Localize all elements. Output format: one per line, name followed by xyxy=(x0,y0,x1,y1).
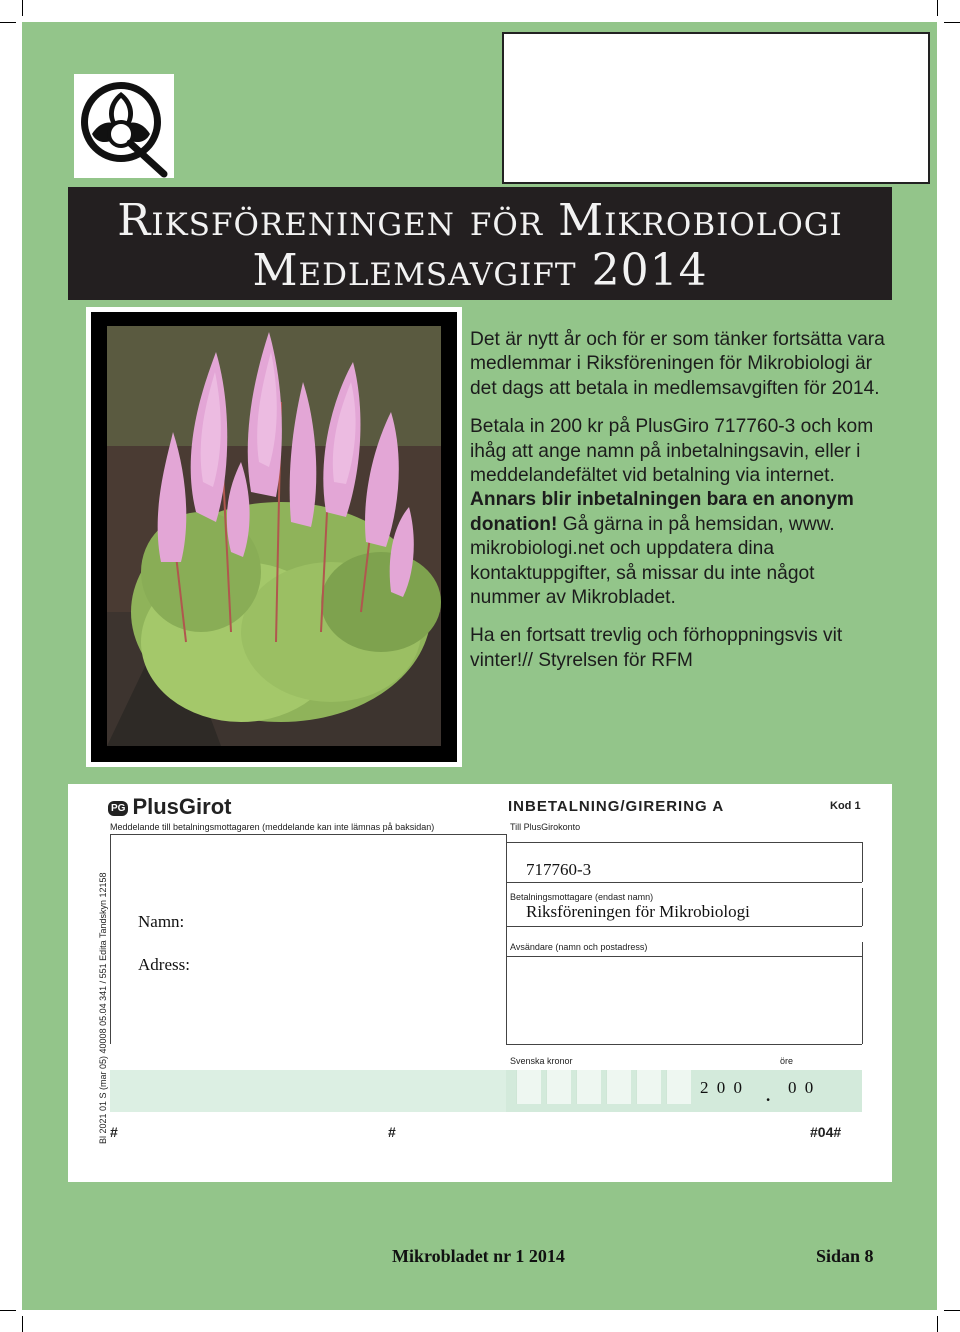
recipient-name: Riksföreningen för Mikrobiologi xyxy=(526,902,750,921)
divider xyxy=(862,942,863,1044)
divider xyxy=(506,842,862,843)
ore-label: öre xyxy=(780,1056,794,1066)
plusgirot-brand: PlusGirot xyxy=(132,794,232,819)
digit-box xyxy=(666,1070,691,1104)
decimal-point: . xyxy=(766,1086,771,1105)
society-logo xyxy=(74,74,174,178)
digit-box xyxy=(516,1070,541,1104)
divider xyxy=(506,1044,862,1045)
sender-label: Avsändare (namn och postadress) xyxy=(510,942,648,952)
plusgirot-logo xyxy=(108,794,231,820)
message-label: Meddelande till betalningsmottagaren (meddelande kan inte lämnas på baksidan) xyxy=(110,822,435,832)
microscope-flower-icon xyxy=(74,74,174,178)
footer-page-number: Sidan 8 xyxy=(816,1246,874,1266)
recipient-label: Betalningsmottagare (endast namn) xyxy=(510,892,654,902)
digit-box xyxy=(576,1070,601,1104)
paragraph-closing: Ha en fortsatt trevlig och förhoppningsvis vit vinter!// Styrelsen för RFM xyxy=(470,625,843,671)
address-label-box xyxy=(502,32,930,184)
paragraph-payment xyxy=(470,415,890,610)
form-side-code: Bl 2021 01 S (mar 05) 40008 05.04 341 / 551 Edita Tandskyn 12158 xyxy=(98,872,108,1144)
digit-box xyxy=(606,1070,631,1104)
pg-badge: PG xyxy=(108,801,128,816)
amount-ore: 0 0 xyxy=(788,1078,816,1097)
crop-mark-tl-h xyxy=(0,22,16,23)
website-update-text: Gå gärna in på hemsidan, www. mikrobiologi.net och uppdatera dina kontaktuppgifter, så missar du inte något nummer av Mikrobladet. xyxy=(470,513,835,609)
crop-mark-bl-h xyxy=(0,1310,16,1311)
divider xyxy=(506,926,862,927)
anonymous-donation-warning: Annars blir inbetalningen bara en anonym donation! xyxy=(470,489,854,535)
account-label: Till PlusGirokonto xyxy=(510,822,581,832)
flower-illustration xyxy=(91,312,457,762)
photo-frame xyxy=(86,307,462,767)
footer-publication: Mikrobladet nr 1 2014 xyxy=(392,1246,565,1266)
astilbe-photo xyxy=(91,312,457,762)
page xyxy=(22,22,937,1310)
plusgiro-payment-form xyxy=(68,784,892,1182)
amount-kronor: 2 0 0 xyxy=(700,1078,744,1097)
digit-box xyxy=(546,1070,571,1104)
crop-mark-tr-v xyxy=(937,0,938,16)
form-title: INBETALNING/GIRERING A xyxy=(508,798,725,815)
crop-mark-bl-v xyxy=(22,1316,23,1332)
divider xyxy=(110,834,506,835)
ocr-hash-2: # xyxy=(388,1124,396,1140)
crop-mark-br-h xyxy=(944,1310,960,1311)
divider xyxy=(862,842,863,882)
divider xyxy=(506,882,862,883)
name-label: Namn: xyxy=(138,912,185,931)
form-code: Kod 1 xyxy=(830,800,861,812)
kronor-label: Svenska kronor xyxy=(510,1056,573,1066)
crop-mark-br-v xyxy=(937,1316,938,1332)
digit-box xyxy=(636,1070,661,1104)
account-number: 717760-3 xyxy=(526,860,592,879)
payment-instructions: Betala in 200 kr på PlusGiro 717760-3 och kom ihåg att ange namn på inbetalningsavin, eller i meddelandefältet vid betalning via internet. xyxy=(470,416,874,487)
divider xyxy=(862,888,863,926)
article-body xyxy=(470,328,890,687)
address-label: Adress: xyxy=(138,955,190,974)
crop-mark-tl-v xyxy=(22,0,23,16)
divider xyxy=(110,834,111,1044)
divider xyxy=(506,834,507,1044)
title-banner xyxy=(68,187,892,300)
paragraph-intro: Det är nytt år och för er som tänker fortsätta vara medlemmar i Riksföreningen för Mikrobiologi är det dags att betala in medlemsavgiften för 2014. xyxy=(470,329,885,399)
crop-mark-tr-h xyxy=(944,22,960,23)
ocr-hash-1: # xyxy=(110,1124,118,1140)
banner-title: Riksföreningen för Mikrobiologi xyxy=(117,195,843,246)
ocr-hash-3: #04# xyxy=(810,1124,842,1140)
divider xyxy=(506,956,862,957)
banner-subtitle: Medlemsavgift 2014 xyxy=(252,245,708,296)
